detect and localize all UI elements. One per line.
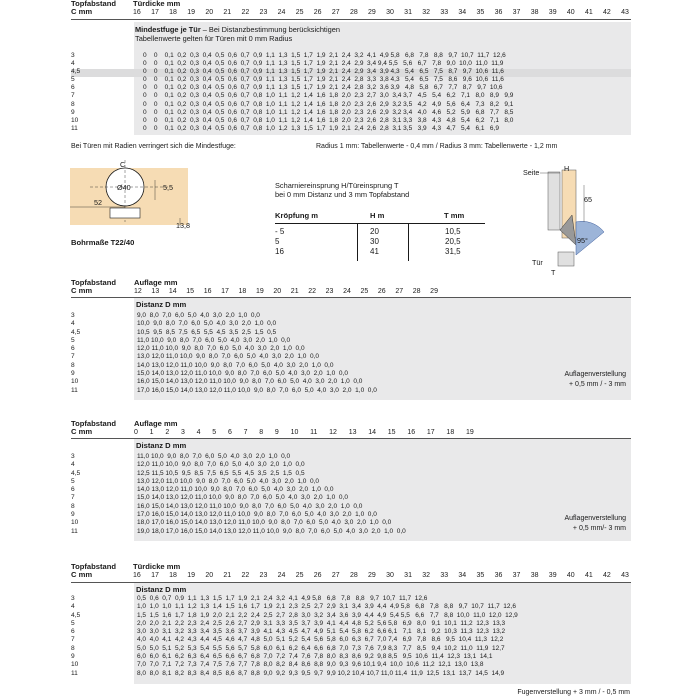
table-row xyxy=(71,453,471,461)
table-row xyxy=(71,378,471,386)
row-values: 14,0 13,0 12,0 11,0 10,0 9,0 8,0 7,0 6,0 5,0 4,0 3,0 2,0 1,0 0,0 xyxy=(137,361,334,369)
row-c-value: 9 xyxy=(71,108,75,116)
table3-col-header: 17 xyxy=(426,429,435,436)
table2-col-header: 29 xyxy=(430,288,438,295)
table4-col-header: 35 xyxy=(476,572,485,579)
table4-col-header: 28 xyxy=(349,572,358,579)
table4-tuerdicke: Türdicke mm xyxy=(133,562,181,571)
row-c-value: 5 xyxy=(71,336,75,344)
table-row xyxy=(71,653,631,661)
table-row xyxy=(71,337,471,345)
table-row xyxy=(71,603,631,611)
table4-col-header: 20 xyxy=(205,572,214,579)
row-values: 10,5 9,5 8,5 7,5 6,5 5,5 4,5 3,5 2,5 1,5 0,5 xyxy=(137,328,277,336)
table4-distanz: Distanz D mm xyxy=(136,585,187,594)
table1-col-header: 42 xyxy=(603,9,611,16)
row-values: 4,0 4,0 4,1 4,2 4,3 4,4 4,5 4,6 4,7 4,8 5,0 5,1 5,2 5,4 5,6 5,8 6,0 6,3 6,7 7,0 7,4 6,9 7,8 8,6 9,5 10,4 11,3 12,2 xyxy=(137,636,504,644)
row-c-value: 8 xyxy=(71,644,75,652)
table-row xyxy=(71,345,471,353)
table3-note1: Auflagenverstellung xyxy=(564,515,626,522)
table1-col-header: 27 xyxy=(331,9,340,16)
row-values: 19,0 18,0 17,0 16,0 15,0 14,0 13,0 12,0 11,0 10,0 9,0 8,0 7,0 6,0 5,0 4,0 3,0 2,0 1,0 0,0 xyxy=(137,527,406,535)
row-c-value: 4,5 xyxy=(71,328,81,336)
table4-col-header: 37 xyxy=(512,572,521,579)
row-c-value: 8 xyxy=(71,100,75,108)
table4-col-header: 32 xyxy=(422,572,431,579)
row-values: 1,0 1,0 1,0 1,1 1,2 1,3 1,4 1,5 1,6 1,7 1,9 2,1 2,3 2,5 2,7 2,9 3,1 3,4 3,9 4,4 4,9 5,8 6,8 7,8 8,8 9,7 10,7 11,7 12,6 xyxy=(137,603,516,611)
table1-rule xyxy=(71,19,631,20)
table4-col-header: 31 xyxy=(404,572,412,579)
row-values: 12,0 11,0 10,0 9,0 8,0 7,0 6,0 5,0 4,0 3,0 2,0 1,0 0,0 xyxy=(137,461,305,469)
table1-rows xyxy=(71,52,631,133)
row-c-value: 4 xyxy=(71,603,75,611)
table1-col-header: 19 xyxy=(187,9,196,16)
row-values: 3,0 3,0 3,1 3,2 3,3 3,4 3,5 3,6 3,7 3,9 4,1 4,3 4,5 4,7 4,9 5,1 5,4 5,8 6,2 6,6 6,1 7,1 8,1 9,2 10,3 11,3 12,3 13,2 xyxy=(137,628,506,636)
table4-col-header: 16 xyxy=(133,572,141,579)
table2-col-header: 15 xyxy=(186,288,195,295)
row-values: 12,0 11,0 10,0 9,0 8,0 7,0 6,0 5,0 4,0 3,0 2,0 1,0 0,0 xyxy=(137,345,305,353)
table3-col-header: 15 xyxy=(387,429,396,436)
table-row xyxy=(71,101,631,109)
hinge-row xyxy=(275,227,485,237)
table-row xyxy=(71,620,631,628)
table-row xyxy=(71,503,471,511)
table4-col-header: 40 xyxy=(566,572,575,579)
table3-col-header: 0 xyxy=(134,429,138,436)
table-row xyxy=(71,612,631,620)
row-c-value: 11 xyxy=(71,124,78,132)
table4-rows xyxy=(71,595,631,678)
hinge-row xyxy=(275,237,485,247)
table1-col-header: 32 xyxy=(422,9,431,16)
table3-col-header: 7 xyxy=(243,429,248,436)
row-c-value: 4,5 xyxy=(71,611,81,619)
label-138: 13,8 xyxy=(176,221,190,230)
table-row xyxy=(71,494,471,502)
row-values: 14,0 13,0 12,0 11,0 10,0 9,0 8,0 7,0 6,0 5,0 4,0 3,0 2,0 1,0 0,0 xyxy=(137,486,334,494)
table2-col-header: 16 xyxy=(203,288,212,295)
row-values: 8,0 8,0 8,1 8,2 8,3 8,4 8,5 8,6 8,7 8,8 9,0 9,2 9,3 9,5 9,7 9,9 10,2 10,4 10,7 11,0 11,4 11,9 12,5 13,1 13,7 14,5 14,9 xyxy=(137,669,505,677)
row-values: 0 0 0,1 0,2 0,3 0,4 0,5 0,6 0,7 0,8 1,0 1,1 1,2 1,4 1,6 1,8 2,0 2,3 2,6 2,8 3,1 3,3 3,8 4,3 4,8 5,4 6,2 7,1 8,0 xyxy=(143,116,514,124)
hinge-angle: 95° xyxy=(577,236,588,245)
table1-col-header: 38 xyxy=(530,9,539,16)
row-c-value: 7 xyxy=(71,353,75,361)
table-row xyxy=(71,370,471,378)
table3-rows xyxy=(71,453,471,536)
table-row xyxy=(71,478,471,486)
table1-col-header: 24 xyxy=(277,9,286,16)
table-row xyxy=(71,92,631,100)
table4-col-header: 39 xyxy=(548,572,557,579)
row-c-value: 9 xyxy=(71,653,75,661)
row-c-value: 9 xyxy=(71,511,75,519)
row-values: 18,0 17,0 16,0 15,0 14,0 13,0 12,0 11,0 10,0 9,0 8,0 7,0 6,0 5,0 4,0 3,0 2,0 1,0 0,0 xyxy=(137,519,392,527)
hinge-cell-t: 10,5 xyxy=(445,227,461,236)
table1-col-header: 33 xyxy=(440,9,449,16)
row-c-value: 11 xyxy=(71,386,78,394)
table1-col-header: 26 xyxy=(313,9,322,16)
hinge-row xyxy=(275,247,485,257)
table1-subtitle2: Tabellenwerte gelten für Türen mit 0 mm Radius xyxy=(135,34,293,43)
row-values: 9,0 8,0 7,0 6,0 5,0 4,0 3,0 2,0 1,0 0,0 xyxy=(137,312,260,319)
table3-col-header: 18 xyxy=(446,429,455,436)
hinge-rows xyxy=(275,227,485,257)
table1-col-headers xyxy=(133,9,629,17)
label-55: 5,5 xyxy=(163,183,173,192)
table2-col-header: 19 xyxy=(255,288,264,295)
table3-auflage: Auflage mm xyxy=(134,419,178,428)
table2-col-header: 23 xyxy=(325,288,334,295)
row-c-value: 4 xyxy=(71,320,75,328)
table2-col-header: 21 xyxy=(290,288,299,295)
table-row xyxy=(71,60,631,68)
row-c-value: 8 xyxy=(71,502,75,510)
row-c-value: 11 xyxy=(71,669,78,677)
table-row xyxy=(71,636,631,644)
hinge-cell-k: 5 xyxy=(275,237,280,246)
row-values: 1,5 1,5 1,6 1,7 1,8 1,9 2,0 2,1 2,2 2,4 2,5 2,7 2,8 3,0 3,2 3,4 3,6 3,9 4,4 4,9 5,4 5,5 6,6 7,7 8,8 10,0 11,0 12,0 12,9 xyxy=(137,611,518,619)
table1-title: Mindestfuge je Tür xyxy=(135,25,201,34)
hinge-door-label: Tür xyxy=(532,258,543,267)
table-row xyxy=(71,511,471,519)
label-c: C xyxy=(120,160,126,169)
hinge-cell-k: - 5 xyxy=(275,227,285,236)
row-values: 0 0 0,1 0,2 0,3 0,4 0,5 0,6 0,7 0,9 1,1 1,3 1,5 1,7 1,9 2,1 2,4 2,8 3,3 3,8 4,3 5,4 6,5 7,5 8,6 9,6 10,6 11,6 xyxy=(143,76,504,84)
table3-col-header: 16 xyxy=(407,429,416,436)
label-52: 52 xyxy=(94,198,102,207)
row-c-value: 5 xyxy=(71,76,75,84)
table-row xyxy=(71,362,471,370)
row-c-value: 6 xyxy=(71,486,75,494)
row-c-value: 3 xyxy=(71,453,75,460)
table4-col-header: 19 xyxy=(187,572,196,579)
table1-col-header: 34 xyxy=(458,9,467,16)
row-c-value: 8 xyxy=(71,361,75,369)
drawing-caption: Bohrmaße T22/40 xyxy=(71,238,135,247)
table4-col-header: 42 xyxy=(603,572,611,579)
row-values: 16,0 15,0 14,0 13,0 12,0 11,0 10,0 9,0 8,0 7,0 6,0 5,0 4,0 3,0 2,0 1,0 0,0 xyxy=(137,378,363,386)
table4-col-header: 21 xyxy=(223,572,232,579)
row-values: 15,0 14,0 13,0 12,0 11,0 10,0 9,0 8,0 7,0 6,0 5,0 4,0 3,0 2,0 1,0 0,0 xyxy=(137,370,348,378)
table4-col-header: 17 xyxy=(151,572,159,579)
row-c-value: 7 xyxy=(71,636,75,644)
table-row xyxy=(71,329,471,337)
row-values: 11,0 10,0 9,0 8,0 7,0 6,0 5,0 4,0 3,0 2,0 1,0 0,0 xyxy=(137,336,291,344)
table2-col-header: 18 xyxy=(238,288,247,295)
table2-col-header: 14 xyxy=(168,288,177,295)
table-row xyxy=(71,595,631,603)
hinge-side-label: Seite xyxy=(523,168,540,177)
table1-col-header: 23 xyxy=(259,9,268,16)
hinge-head-t: T mm xyxy=(444,211,465,220)
table1-subtitle1: – Bei Distanzbestimmung berücksichtigen xyxy=(200,25,340,34)
table3-note2: + 0,5 mm/- 3 mm xyxy=(572,525,626,532)
table-row xyxy=(71,125,631,133)
label-d40: Ø40 xyxy=(117,183,131,192)
table-row xyxy=(71,387,471,395)
row-values: 0 0 0,1 0,2 0,3 0,4 0,5 0,6 0,7 0,9 1,1 1,3 1,5 1,7 1,9 2,1 2,4 3,2 4,1 4,9 5,8 6,8 7,8 8,8 9,7 10,7 11,7 12,6 xyxy=(143,52,506,59)
row-values: 17,0 16,0 15,0 14,0 13,0 12,0 11,0 10,0 9,0 8,0 7,0 6,0 5,0 4,0 3,0 2,0 1,0 0,0 xyxy=(137,386,377,394)
row-c-value: 3 xyxy=(71,312,75,319)
row-c-value: 6 xyxy=(71,628,75,636)
table2-note1: Auflagenverstellung xyxy=(564,371,626,378)
table3-col-header: 9 xyxy=(274,429,279,436)
table1-topfabstand: Topfabstand xyxy=(71,0,116,8)
table2-col-headers xyxy=(134,288,438,296)
table2-col-header: 26 xyxy=(377,288,386,295)
hinge-head-h: H m xyxy=(370,211,385,220)
row-c-value: 4,5 xyxy=(71,469,81,477)
table2-col-header: 20 xyxy=(273,288,282,295)
table3-distanz: Distanz D mm xyxy=(136,441,187,450)
table1-col-header: 20 xyxy=(205,9,214,16)
hinge-head-k: Kröpfung m xyxy=(275,211,319,220)
table-row xyxy=(71,84,631,92)
table-row xyxy=(71,312,471,320)
table-row xyxy=(71,486,471,494)
table1-col-header: 43 xyxy=(621,9,629,16)
table-row xyxy=(71,117,631,125)
hinge-h-label: H xyxy=(564,164,570,173)
table1-col-header: 17 xyxy=(151,9,159,16)
table4-col-header: 27 xyxy=(331,572,340,579)
table1-col-header: 39 xyxy=(548,9,557,16)
table4-col-header: 26 xyxy=(313,572,322,579)
table1-col-header: 30 xyxy=(386,9,394,16)
row-c-value: 5 xyxy=(71,477,75,485)
row-values: 0 0 0,1 0,2 0,3 0,4 0,5 0,6 0,7 0,9 1,1 1,3 1,5 1,7 1,9 2,1 2,4 2,9 3,4 9,4 5,5 5,6 6,7 7,8 9,0 10,0 11,0 11,9 xyxy=(143,60,504,68)
table1-col-header: 29 xyxy=(368,9,376,16)
table-row xyxy=(71,353,471,361)
row-c-value: 3 xyxy=(71,52,75,59)
table1-footnote-right: Radius 1 mm: Tabellenwerte - 0,4 mm / Radius 3 mm: Tabellenwerte - 1,2 mm xyxy=(316,143,558,150)
table4-col-header: 41 xyxy=(584,572,593,579)
table2-auflage: Auflage mm xyxy=(134,278,178,287)
table1-tuerdicke: Türdicke mm xyxy=(133,0,181,8)
row-c-value: 4 xyxy=(71,461,75,469)
table3-col-headers xyxy=(134,429,474,437)
table-row xyxy=(71,52,631,60)
row-c-value: 7 xyxy=(71,92,75,100)
table2-col-header: 13 xyxy=(151,288,160,295)
table1-col-header: 28 xyxy=(349,9,358,16)
table3-col-header: 8 xyxy=(259,429,264,436)
hinge-cell-h: 20 xyxy=(370,227,379,236)
table1-col-header: 40 xyxy=(566,9,575,16)
table-row xyxy=(71,645,631,653)
table3-col-header: 3 xyxy=(180,429,185,436)
table4-col-header: 23 xyxy=(259,572,268,579)
row-values: 12,5 11,5 10,5 9,5 8,5 7,5 6,5 5,5 4,5 3,5 2,5 1,5 0,5 xyxy=(137,469,305,477)
table1-col-header: 35 xyxy=(476,9,485,16)
table-row xyxy=(71,76,631,84)
table4-col-header: 22 xyxy=(241,572,250,579)
hinge-cell-h: 41 xyxy=(370,247,379,256)
row-values: 0 0 0,1 0,2 0,3 0,4 0,5 0,6 0,7 0,8 1,0 1,1 1,2 1,4 1,6 1,8 2,0 2,3 2,7 3,0 3,4 3,7 4,5 5,4 6,2 7,1 8,0 8,9 9,9 xyxy=(143,92,514,100)
table-row xyxy=(71,528,471,536)
table4-topfabstand: Topfabstand xyxy=(71,562,116,571)
table3-col-header: 12 xyxy=(329,429,337,436)
table3-col-header: 14 xyxy=(368,429,377,436)
table-row xyxy=(71,661,631,669)
row-values: 13,0 12,0 11,0 10,0 9,0 8,0 7,0 6,0 5,0 4,0 3,0 2,0 1,0 0,0 xyxy=(137,477,320,485)
table4-col-header: 36 xyxy=(494,572,503,579)
row-values: 5,0 5,0 5,1 5,2 5,3 5,4 5,5 5,6 5,7 5,8 6,0 6,1 6,2 6,4 6,6 6,8 7,0 7,3 7,6 7,9 8,3 7,7 8,5 9,4 10,2 11,0 11,9 12,7 xyxy=(137,644,505,652)
hinge-title1: Scharniereinsprung H/Türeinsprung T xyxy=(275,181,399,190)
table3-col-header: 4 xyxy=(196,429,201,436)
row-values: 0 0 0,1 0,2 0,3 0,4 0,5 0,6 0,7 0,8 1,0 1,2 1,3 1,5 1,7 1,9 2,1 2,4 2,6 2,8 3,1 3,5 3,9 4,3 4,7 5,4 6,1 6,9 xyxy=(143,124,499,132)
table1-col-header: 37 xyxy=(512,9,521,16)
hinge-title2: bei 0 mm Distanz und 3 mm Topfabstand xyxy=(275,190,410,199)
table3-col-header: 2 xyxy=(165,429,170,436)
row-values: 0 0 0,1 0,2 0,3 0,4 0,5 0,6 0,7 0,8 1,0 1,1 1,2 1,4 1,6 1,8 2,0 2,3 2,6 2,9 3,2 3,4 4,0 4,6 5,2 5,9 6,8 7,7 8,5 xyxy=(143,108,514,116)
table3-col-header: 10 xyxy=(290,429,299,436)
hinge-t-label: T xyxy=(551,268,556,277)
table1-col-header: 22 xyxy=(241,9,250,16)
table4-col-header: 24 xyxy=(277,572,286,579)
table4-col-header: 38 xyxy=(530,572,539,579)
row-c-value: 10 xyxy=(71,519,79,527)
table3-col-header: 19 xyxy=(465,429,474,436)
table3-col-header: 5 xyxy=(212,429,217,436)
table-row xyxy=(71,519,471,527)
table-row xyxy=(71,320,471,328)
row-values: 2,0 2,0 2,1 2,2 2,3 2,4 2,5 2,6 2,7 2,9 3,1 3,3 3,5 3,7 3,9 4,1 4,4 4,8 5,2 5,6 5,8 6,9 8,0 9,1 10,1 11,2 12,3 13,3 xyxy=(137,619,506,627)
table2-col-header: 12 xyxy=(134,288,142,295)
table3-topfabstand: Topfabstand xyxy=(71,419,116,428)
table1-footnote-left: Bei Türen mit Radien verringert sich die Mindestfuge: xyxy=(71,143,236,150)
hinge-cell-t: 20,5 xyxy=(445,237,461,246)
table-row xyxy=(71,461,471,469)
hinge-cell-h: 30 xyxy=(370,237,379,246)
table3-col-header: 11 xyxy=(310,429,318,436)
table3-cmm: C mm xyxy=(71,427,93,436)
table2-col-header: 25 xyxy=(360,288,369,295)
table2-rows xyxy=(71,312,471,395)
table4-col-header: 34 xyxy=(458,572,467,579)
table1-col-header: 25 xyxy=(295,9,304,16)
table2-note2: + 0,5 mm / - 3 mm xyxy=(569,381,626,388)
row-values: 7,0 7,0 7,1 7,2 7,3 7,4 7,5 7,6 7,7 7,8 8,0 8,2 8,4 8,6 8,8 9,0 9,3 9,6 10,1 9,4 10,0 10,6 11,2 12,1 13,0 13,8 xyxy=(137,661,484,669)
row-values: 16,0 15,0 14,0 13,0 12,0 11,0 10,0 9,0 8,0 7,0 6,0 5,0 4,0 3,0 2,0 1,0 0,0 xyxy=(137,502,363,510)
row-c-value: 4,5 xyxy=(71,68,81,76)
table4-col-header: 43 xyxy=(621,572,629,579)
table4-col-headers xyxy=(133,572,629,580)
hinge-dim-65: 65 xyxy=(584,195,592,204)
table-row xyxy=(71,628,631,636)
table2-col-header: 17 xyxy=(221,288,229,295)
row-c-value: 9 xyxy=(71,370,75,378)
row-c-value: 6 xyxy=(71,345,75,353)
table2-col-header: 24 xyxy=(343,288,351,295)
table-row xyxy=(71,68,631,76)
table3-col-header: 6 xyxy=(227,429,232,436)
row-c-value: 4 xyxy=(71,60,75,68)
table-row xyxy=(71,470,471,478)
row-values: 17,0 16,0 15,0 14,0 13,0 12,0 11,0 10,0 9,0 8,0 7,0 6,0 5,0 4,0 3,0 2,0 1,0 0,0 xyxy=(137,511,377,519)
table1-col-header: 31 xyxy=(404,9,412,16)
row-c-value: 10 xyxy=(71,116,79,124)
table2-topfabstand: Topfabstand xyxy=(71,278,116,287)
row-values: 15,0 14,0 13,0 12,0 11,0 10,0 9,0 8,0 7,0 6,0 5,0 4,0 3,0 2,0 1,0 0,0 xyxy=(137,494,348,502)
row-values: 0,5 0,6 0,7 0,9 1,1 1,3 1,5 1,7 1,9 2,1 2,4 3,2 4,1 4,9 5,8 6,8 7,8 8,8 9,7 10,7 11,7 12,6 xyxy=(137,595,428,602)
table4-col-header: 29 xyxy=(368,572,376,579)
row-values: 10,0 9,0 8,0 7,0 6,0 5,0 4,0 3,0 2,0 1,0 0,0 xyxy=(137,320,277,328)
row-c-value: 10 xyxy=(71,378,79,386)
row-c-value: 7 xyxy=(71,494,75,502)
table1-col-header: 16 xyxy=(133,9,141,16)
table3-col-header: 13 xyxy=(348,429,357,436)
table1-col-header: 41 xyxy=(584,9,593,16)
table2-col-header: 22 xyxy=(308,288,317,295)
table1-col-header: 36 xyxy=(494,9,503,16)
hinge-cell-k: 16 xyxy=(275,247,284,256)
table-row xyxy=(71,670,631,678)
table1-col-header: 18 xyxy=(169,9,177,16)
row-c-value: 6 xyxy=(71,84,75,92)
row-values: 13,0 12,0 11,0 10,0 9,0 8,0 7,0 6,0 5,0 4,0 3,0 2,0 1,0 0,0 xyxy=(137,353,320,361)
table4-cmm: C mm xyxy=(71,570,93,579)
row-c-value: 5 xyxy=(71,619,75,627)
table3-col-header: 1 xyxy=(149,429,154,436)
row-values: 0 0 0,1 0,2 0,3 0,4 0,5 0,6 0,7 0,9 1,1 1,3 1,5 1,7 1,9 2,1 2,4 2,8 3,2 3,6 3,9 4,8 5,8 6,7 7,7 8,7 9,7 10,6 xyxy=(143,84,503,92)
table2-col-header: 28 xyxy=(412,288,421,295)
row-values: 6,0 6,0 6,1 6,2 6,3 6,4 6,5 6,6 6,7 6,8 7,0 7,2 7,4 7,6 7,8 8,0 8,3 8,6 9,2 9,8 8,5 9,5 10,6 11,4 12,3 13,1 14,1 xyxy=(137,653,493,661)
table4-col-header: 18 xyxy=(169,572,177,579)
row-values: 0 0 0,1 0,2 0,3 0,4 0,5 0,6 0,7 0,9 1,1 1,3 1,5 1,7 1,9 2,1 2,4 2,9 3,4 3,9 4,3 5,4 6,5 7,5 8,7 9,7 10,6 11,6 xyxy=(143,68,504,76)
table1-cmm: C mm xyxy=(71,7,93,16)
row-c-value: 11 xyxy=(71,527,78,535)
table1-col-header: 21 xyxy=(223,9,232,16)
table4-note: Fugenverstellung + 3 mm / - 0,5 mm xyxy=(517,689,630,696)
table2-cmm: C mm xyxy=(71,286,93,295)
row-c-value: 10 xyxy=(71,661,79,669)
table2-distanz: Distanz D mm xyxy=(136,300,187,309)
row-values: 11,0 10,0 9,0 8,0 7,0 6,0 5,0 4,0 3,0 2,0 1,0 0,0 xyxy=(137,453,291,460)
row-c-value: 3 xyxy=(71,595,75,602)
table4-col-header: 33 xyxy=(440,572,449,579)
table4-col-header: 25 xyxy=(295,572,304,579)
row-values: 0 0 0,1 0,2 0,3 0,4 0,5 0,6 0,7 0,8 1,0 1,1 1,2 1,4 1,6 1,8 2,0 2,3 2,6 2,9 3,2 3,5 4,2 4,9 5,6 6,4 7,3 8,2 9,1 xyxy=(143,100,514,108)
table-row xyxy=(71,109,631,117)
table2-col-header: 27 xyxy=(395,288,404,295)
hinge-cell-t: 31,5 xyxy=(445,247,461,256)
table4-col-header: 30 xyxy=(386,572,394,579)
